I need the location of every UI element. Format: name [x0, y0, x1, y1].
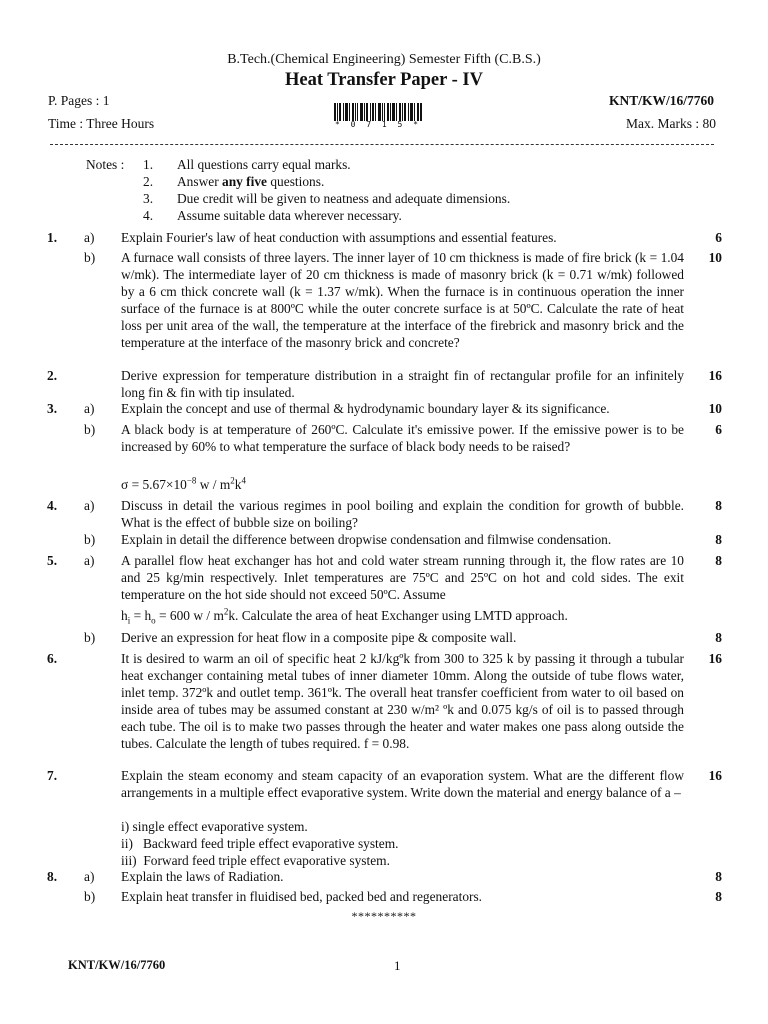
stefan-boltzmann-formula: $\sigma = 5.67\times 10^{-8}$ w / $m^2k^4$	[121, 475, 246, 492]
course-heading: B.Tech.(Chemical Engineering) Semester Fifth (C.B.S.)	[227, 52, 541, 67]
question-marks: 10	[708, 401, 722, 416]
question-marks: 8	[715, 532, 722, 547]
question-text: Explain the laws of Radiation.	[121, 869, 284, 884]
question-part: a)	[84, 230, 95, 245]
question-text: Explain in detail the difference between dropwise condensation and filmwise condensation.	[121, 532, 612, 547]
note-item: 4. Assume suitable data wherever necessary.	[143, 208, 402, 223]
question-part: b)	[84, 889, 96, 904]
question-marks: 8	[715, 498, 722, 513]
barcode-number: * 0 7 1 5 *	[335, 120, 421, 129]
question-number: 6.	[47, 651, 58, 666]
question-number: 7.	[47, 768, 58, 783]
list-item: i) single effect evaporative system.	[121, 819, 308, 834]
note-item: 2. Answer any five questions.	[143, 174, 325, 189]
paper-title: Heat Transfer Paper - IV	[285, 70, 483, 90]
list-item: ii) Backward feed triple effect evaporative system.	[121, 836, 399, 851]
question-number: 1.	[47, 230, 58, 245]
question-text: Explain Fourier's law of heat conduction with assumptions and essential features.	[121, 230, 557, 245]
question-part: a)	[84, 553, 95, 568]
question-part: b)	[84, 532, 96, 547]
question-number: 8.	[47, 869, 58, 884]
barcode-icon	[334, 103, 422, 121]
question-text: Discuss in detail the various regimes in pool boiling and explain the condition for growth of bubble. What is the effect of bubble size on boiling?	[121, 498, 684, 530]
question-text: A parallel flow heat exchanger has hot and cold water stream running through it, the flow rates are 10 and 25 kg/min respectively. Inlet temperatures are 75ºC and 25ºC on hot and cold sides. The exit temperature on the hot side should not exceed 50ºC. Assume	[121, 553, 684, 602]
question-marks: 8	[715, 889, 722, 904]
question-number: 4.	[47, 498, 58, 513]
paper-code: KNT/KW/16/7760	[608, 93, 714, 108]
question-part: a)	[84, 401, 95, 416]
question-text: A furnace wall consists of three layers. The inner layer of 10 cm thickness is made of fire brick (k = 1.04 w/mk). The intermediate layer of 20 cm thickness is made of masonry brick (k = 0.71 w/mk) followed by a 6 cm thick concrete wall (k = 1.37 w/mk). When the furnace is in continuous operation the inner surface of the furnace is at 800ºC while the outer concrete surface is at 50ºC. Calculate the rate of heat loss per unit area of the wall, the temperature at the interface of the firebrick and masonry brick and the temperature at the interface of the masonry brick and concrete?	[121, 250, 684, 350]
question-marks: 10	[708, 250, 722, 265]
question-part: b)	[84, 422, 96, 437]
question-number: 5.	[47, 553, 58, 568]
question-part: b)	[84, 250, 96, 265]
question-number: 3.	[47, 401, 58, 416]
max-marks: Max. Marks : 80	[626, 116, 716, 131]
list-item: iii) Forward feed triple effect evaporative system.	[121, 853, 390, 868]
question-text: Derive expression for temperature distribution in a straight fin of rectangular profile for an infinitely long fin & fin with tip insulated.	[121, 368, 684, 400]
page-number: 1	[394, 958, 401, 973]
footer-paper-code: KNT/KW/16/7760	[68, 958, 166, 972]
question-marks: 6	[715, 230, 722, 245]
question-text: Explain the concept and use of thermal & hydrodynamic boundary layer & its significance.	[121, 401, 610, 416]
question-part: b)	[84, 630, 96, 645]
heat-transfer-coefficient-formula: $h_i = h_o = 600$ w / $m^2k$. Calculate the area of heat Exchanger using LMTD approach.	[121, 606, 568, 626]
question-text: Derive an expression for heat flow in a composite pipe & composite wall.	[121, 630, 517, 645]
question-text: A black body is at temperature of 260ºC. Calculate it's emissive power. If the emissive power is to be increased by 60% to what temperature the surface of black body needs to be raised?	[121, 422, 684, 454]
question-text: Explain heat transfer in fluidised bed, packed bed and regenerators.	[121, 889, 483, 904]
question-marks: 8	[715, 630, 722, 645]
question-text: Explain the steam economy and steam capacity of an evaporation system. What are the different flow arrangements in a multiple effect evaporative system. Write down the material and energy balance of a –	[121, 768, 684, 800]
note-item: Notes : 1. All questions carry equal marks.	[86, 157, 351, 172]
question-marks: 16	[708, 651, 722, 666]
question-part: a)	[84, 869, 95, 884]
question-marks: 8	[715, 553, 722, 568]
question-marks: 8	[715, 869, 722, 884]
question-part: a)	[84, 498, 95, 513]
question-marks: 16	[708, 368, 722, 383]
instructions-block	[86, 156, 646, 224]
question-marks: 16	[708, 768, 722, 783]
page-count: P. Pages : 1	[48, 93, 110, 108]
question-text: It is desired to warm an oil of specific heat 2 kJ/kgºk from 300 to 325 k by passing it through a tubular heat exchanger containing metal tubes of inner diameter 10mm. Along the outside of tube flows water, inlet temp. 372ºk and outlet temp. 361ºk. The overall heat transfer coefficient from water to oil based on inside area of tubes may be assumed constant at 230 w/m² ºk and 0.075 kg/s of oil is to passed through each tube. The oil is to make two passes through the heater and water makes one pass along outside the tubes. Calculate the length of tubes required. f = 0.98.	[121, 651, 684, 751]
question-marks: 6	[715, 422, 722, 437]
exam-duration: Time : Three Hours	[48, 116, 155, 131]
notes-label: Notes :	[86, 157, 125, 172]
header-divider	[50, 144, 714, 145]
end-marker: **********	[351, 909, 417, 923]
note-item: 3. Due credit will be given to neatness and adequate dimensions.	[143, 191, 511, 206]
question-number: 2.	[47, 368, 58, 383]
